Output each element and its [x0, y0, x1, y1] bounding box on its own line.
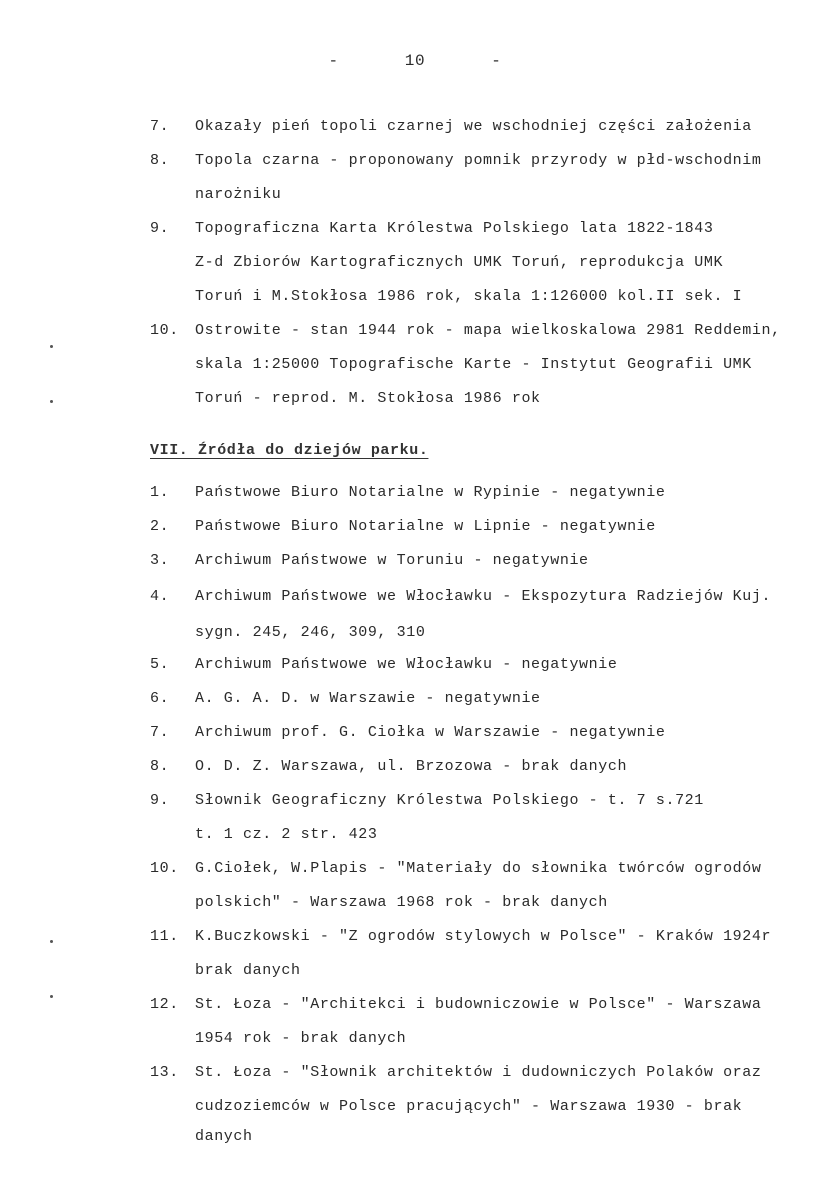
source-item-number: 10. [150, 860, 179, 877]
top-item-number: 9. [150, 220, 170, 237]
source-item-number: 7. [150, 724, 170, 741]
ink-dot [50, 400, 53, 403]
source-item-number: 3. [150, 552, 170, 569]
top-item-number: 10. [150, 322, 179, 339]
top-item-line: Toruń i M.Stokłosa 1986 rok, skala 1:126000 kol.II sek. I [195, 288, 743, 305]
source-item-line: Państwowe Biuro Notarialne w Rypinie - negatywnie [195, 484, 666, 501]
top-item-line: Okazały pień topoli czarnej we wschodniej części założenia [195, 118, 752, 135]
source-item-line: brak danych [195, 962, 301, 979]
source-item-line: Państwowe Biuro Notarialne w Lipnie - negatywnie [195, 518, 656, 535]
ink-dot [50, 940, 53, 943]
source-item-number: 13. [150, 1064, 179, 1081]
page-number: 10 [404, 52, 426, 70]
ink-dot [50, 345, 53, 348]
source-item-line: St. Łoza - "Słownik architektów i dudowniczych Polaków oraz [195, 1064, 762, 1081]
top-item-line: Topola czarna - proponowany pomnik przyrody w płd-wschodnim [195, 152, 762, 169]
header-dash-right: - [491, 52, 502, 70]
source-item-number: 4. [150, 588, 170, 605]
top-item-line: Toruń - reprod. M. Stokłosa 1986 rok [195, 390, 541, 407]
source-item-line: O. D. Z. Warszawa, ul. Brzozowa - brak danych [195, 758, 628, 775]
header-dash-left: - [328, 52, 339, 70]
source-item-line: Archiwum Państwowe we Włocławku - negatywnie [195, 656, 618, 673]
source-item-line: St. Łoza - "Architekci i budowniczowie w Polsce" - Warszawa [195, 996, 762, 1013]
source-item-number: 6. [150, 690, 170, 707]
source-item-number: 12. [150, 996, 179, 1013]
top-item-line: skala 1:25000 Topografische Karte - Instytut Geografii UMK [195, 356, 752, 373]
source-item-line: A. G. A. D. w Warszawie - negatywnie [195, 690, 541, 707]
source-item-line: polskich" - Warszawa 1968 rok - brak danych [195, 894, 608, 911]
section-heading: VII. Źródła do dziejów parku. [150, 442, 429, 459]
source-item-line: Słownik Geograficzny Królestwa Polskiego - t. 7 s.721 [195, 792, 704, 809]
top-item-line: narożniku [195, 186, 282, 203]
source-item-line: G.Ciołek, W.Plapis - "Materiały do słownika twórców ogrodów [195, 860, 762, 877]
source-item-number: 2. [150, 518, 170, 535]
source-item-line: K.Buczkowski - "Z ogrodów stylowych w Polsce" - Kraków 1924r [195, 928, 772, 945]
source-item-number: 1. [150, 484, 170, 501]
ink-dot [50, 995, 53, 998]
source-item-line: Archiwum prof. G. Ciołka w Warszawie - negatywnie [195, 724, 666, 741]
top-item-line: Z-d Zbiorów Kartograficznych UMK Toruń, reprodukcja UMK [195, 254, 724, 271]
source-item-number: 5. [150, 656, 170, 673]
top-item-number: 8. [150, 152, 170, 169]
source-item-number: 11. [150, 928, 179, 945]
top-item-line: Ostrowite - stan 1944 rok - mapa wielkoskalowa 2981 Reddemin, [195, 322, 781, 339]
source-item-number: 9. [150, 792, 170, 809]
source-item-number: 8. [150, 758, 170, 775]
source-item-line: sygn. 245, 246, 309, 310 [195, 624, 426, 641]
source-item-line: Archiwum Państwowe we Włocławku - Ekspozytura Radziejów Kuj. [195, 588, 772, 605]
source-item-line: danych [195, 1128, 253, 1145]
source-item-line: Archiwum Państwowe w Toruniu - negatywnie [195, 552, 589, 569]
top-item-line: Topograficzna Karta Królestwa Polskiego lata 1822-1843 [195, 220, 714, 237]
source-item-line: t. 1 cz. 2 str. 423 [195, 826, 378, 843]
source-item-line: 1954 rok - brak danych [195, 1030, 407, 1047]
source-item-line: cudzoziemców w Polsce pracujących" - Warszawa 1930 - brak [195, 1098, 743, 1115]
page-header [0, 52, 830, 70]
top-item-number: 7. [150, 118, 170, 135]
